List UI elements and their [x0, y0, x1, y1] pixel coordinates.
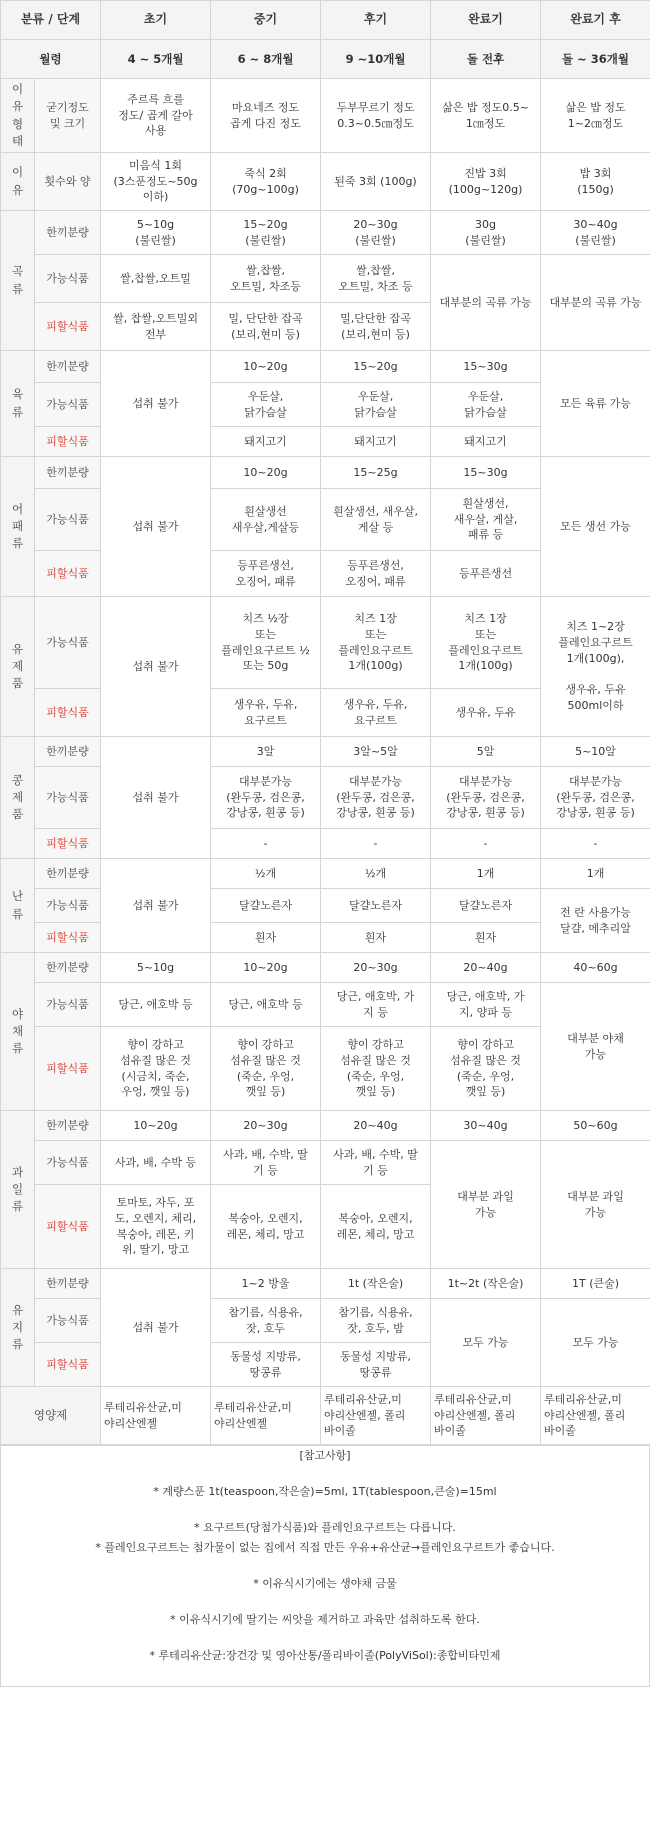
table-cell: 15~20g — [321, 351, 431, 383]
table-cell: 15~20g (불린쌀) — [211, 211, 321, 255]
section-title: 과 일 류 — [1, 1111, 35, 1269]
table-cell: 15~25g — [321, 457, 431, 489]
supplement-row — [1, 1387, 650, 1445]
table-cell: ½개 — [321, 859, 431, 889]
table-cell: 대부분 야채 가능 — [541, 983, 650, 1111]
note-item: * 이유식시기에 딸기는 씨앗을 제거하고 과육만 섭취하도록 한다. — [170, 1612, 480, 1626]
table-cell: 사과, 배, 수박, 딸 기 등 — [211, 1141, 321, 1185]
table-cell: 30g (불린쌀) — [431, 211, 541, 255]
notes-table — [0, 1445, 650, 1687]
notes-box — [1, 1446, 650, 1687]
row-label: 횟수와 양 — [35, 153, 101, 211]
table-row — [1, 79, 650, 153]
row-label: 가능식품 — [35, 1299, 101, 1343]
row-label: 가능식품 — [35, 489, 101, 551]
row-label: 가능식품 — [35, 1141, 101, 1185]
table-cell: 달걀노른자 — [211, 889, 321, 923]
table-cell: 5알 — [431, 737, 541, 767]
table-cell: 돼지고기 — [211, 427, 321, 457]
row-label: 가능식품 — [35, 255, 101, 303]
table-cell: 달걀노른자 — [321, 889, 431, 923]
age-value: 돌 전후 — [431, 40, 541, 79]
supplement-cell: 루테리유산균,미 야리산엔젤 — [101, 1387, 211, 1445]
table-cell: 40~60g — [541, 953, 650, 983]
table-cell: 20~30g — [321, 953, 431, 983]
table-cell: 대부분가능 (완두콩, 검은콩, 강낭콩, 흰콩 등) — [321, 767, 431, 829]
table-cell: 참기름, 식용유, 잣, 호두 — [211, 1299, 321, 1343]
header-stage: 후기 — [321, 1, 431, 40]
note-item: * 이유식시기에는 생야채 금물 — [253, 1576, 397, 1590]
table-cell: 생우유, 두유, 요구르트 — [211, 689, 321, 737]
table-cell: 향이 강하고 섬유질 많은 것 (시금치, 죽순, 우엉, 깻잎 등) — [101, 1027, 211, 1111]
row-label-avoid: 피할식품 — [35, 303, 101, 351]
row-label: 가능식품 — [35, 767, 101, 829]
table-cell: 섭취 불가 — [101, 1269, 211, 1387]
table-cell: 향이 강하고 섬유질 많은 것 (죽순, 우엉, 깻잎 등) — [211, 1027, 321, 1111]
table-cell: 1t~2t (작은술) — [431, 1269, 541, 1299]
table-row — [1, 829, 650, 859]
row-label: 한끼분량 — [35, 859, 101, 889]
table-cell: 섭취 불가 — [101, 859, 211, 953]
section-title: 유 제 품 — [1, 597, 35, 737]
table-cell: 대부분가능 (완두콩, 검은콩, 강낭콩, 흰콩 등) — [211, 767, 321, 829]
table-cell: 된죽 3회 (100g) — [321, 153, 431, 211]
table-cell: 5~10g — [101, 953, 211, 983]
table-cell: 쌀, 찹쌀,오트밀외 전부 — [101, 303, 211, 351]
age-value: 돌 ~ 36개월 — [541, 40, 650, 79]
table-cell: 등푸른생선 — [431, 551, 541, 597]
supplement-cell: 루테리유산균,미 야리산엔젤, 폴리 바이졸 — [321, 1387, 431, 1445]
age-value: 4 ~ 5개월 — [101, 40, 211, 79]
row-label: 가능식품 — [35, 597, 101, 689]
table-cell: 섭취 불가 — [101, 351, 211, 457]
table-cell: 사과, 배, 수박, 딸 기 등 — [321, 1141, 431, 1185]
table-row — [1, 1111, 650, 1141]
table-cell: 10~20g — [101, 1111, 211, 1141]
table-cell: 쌀,찹쌀, 오트밀, 차조등 — [211, 255, 321, 303]
table-cell: 쌀,찹쌀, 오트밀, 차조 등 — [321, 255, 431, 303]
table-cell: 사과, 배, 수박 등 — [101, 1141, 211, 1185]
table-cell: 우둔살, 닭가슴살 — [211, 383, 321, 427]
table-cell: 흰자 — [211, 923, 321, 953]
table-cell: 돼지고기 — [431, 427, 541, 457]
table-row — [1, 1269, 650, 1299]
table-row — [1, 1141, 650, 1185]
table-cell: 주르륵 흐를 정도/ 곱게 갈아 사용 — [101, 79, 211, 153]
row-label-avoid: 피할식품 — [35, 427, 101, 457]
table-cell: 섭취 불가 — [101, 737, 211, 859]
table-cell: 두부무르기 정도 0.3~0.5㎝정도 — [321, 79, 431, 153]
table-cell: 미음식 1회 (3스푼정도~50g 이하) — [101, 153, 211, 211]
table-cell: 치즈 ½장 또는 플레인요구르트 ½ 또는 50g — [211, 597, 321, 689]
table-row — [1, 889, 650, 923]
table-cell: 참기름, 식용유, 잣, 호두, 밤 — [321, 1299, 431, 1343]
row-label: 가능식품 — [35, 383, 101, 427]
table-cell: 1t (작은술) — [321, 1269, 431, 1299]
table-cell: 쌀,찹쌀,오트밀 — [101, 255, 211, 303]
table-cell: 당근, 애호박, 가 지, 양파 등 — [431, 983, 541, 1027]
table-cell: 모든 생선 가능 — [541, 457, 650, 597]
table-cell: 등푸른생선, 오징어, 패류 — [321, 551, 431, 597]
table-cell: 10~20g — [211, 953, 321, 983]
notes-heading: [참고사항] — [299, 1449, 351, 1462]
section-title: 육 류 — [1, 351, 35, 457]
table-cell: 밀,단단한 잡곡 (보리,현미 등) — [321, 303, 431, 351]
note-item: * 루테리유산균:장건강 및 영아산통/폴리바이졸(PolyViSol):종합비타민제 — [149, 1648, 501, 1662]
header-row — [1, 1, 650, 40]
table-cell: 당근, 애호박 등 — [101, 983, 211, 1027]
table-cell: - — [211, 829, 321, 859]
table-cell: 마요네즈 정도 곱게 다진 정도 — [211, 79, 321, 153]
row-label-avoid: 피할식품 — [35, 829, 101, 859]
table-cell: 10~20g — [211, 457, 321, 489]
table-cell: 복숭아, 오렌지, 레몬, 체리, 망고 — [321, 1185, 431, 1269]
table-cell: 동물성 지방류, 땅콩류 — [211, 1343, 321, 1387]
table-cell: 10~20g — [211, 351, 321, 383]
table-row — [1, 859, 650, 889]
table-cell: 동물성 지방류, 땅콩류 — [321, 1343, 431, 1387]
table-cell: - — [321, 829, 431, 859]
table-cell: 섭취 불가 — [101, 457, 211, 597]
table-row — [1, 457, 650, 489]
header-stage: 완료기 — [431, 1, 541, 40]
table-cell: - — [541, 829, 650, 859]
supplement-cell: 루테리유산균,미 야리산엔젤, 폴리 바이졸 — [541, 1387, 650, 1445]
section-title: 이 유 형 태 — [1, 79, 35, 153]
table-cell: 복숭아, 오렌지, 레몬, 체리, 망고 — [211, 1185, 321, 1269]
table-row — [1, 983, 650, 1027]
row-label: 한끼분량 — [35, 1269, 101, 1299]
section-title: 어 패 류 — [1, 457, 35, 597]
table-cell: ½개 — [211, 859, 321, 889]
table-cell: 우둔살, 닭가슴살 — [431, 383, 541, 427]
section-title: 야 채 류 — [1, 953, 35, 1111]
row-label: 한끼분량 — [35, 457, 101, 489]
supplement-label: 영양제 — [1, 1387, 101, 1445]
age-value: 6 ~ 8개월 — [211, 40, 321, 79]
table-cell: 대부분 과일 가능 — [431, 1141, 541, 1269]
table-row — [1, 1299, 650, 1343]
row-label: 한끼분량 — [35, 953, 101, 983]
table-row — [1, 767, 650, 829]
section-title: 곡 류 — [1, 211, 35, 351]
table-cell: 등푸른생선, 오징어, 패류 — [211, 551, 321, 597]
table-cell: 삶은 밥 정도0.5~ 1㎝정도 — [431, 79, 541, 153]
table-cell: 전 란 사용가능 달걀, 메추리알 — [541, 889, 650, 953]
table-cell: 1T (큰술) — [541, 1269, 650, 1299]
section-title: 유 지 류 — [1, 1269, 35, 1387]
table-cell: 돼지고기 — [321, 427, 431, 457]
table-cell: 향이 강하고 섬유질 많은 것 (죽순, 우엉, 깻잎 등) — [321, 1027, 431, 1111]
header-category: 분류 / 단계 — [1, 1, 101, 40]
header-stage: 중기 — [211, 1, 321, 40]
table-cell: 모두 가능 — [541, 1299, 650, 1387]
table-cell: 대부분가능 (완두콩, 검은콩, 강낭콩, 흰콩 등) — [431, 767, 541, 829]
header-stage: 완료기 후 — [541, 1, 650, 40]
table-cell: 대부분의 곡류 가능 — [431, 255, 541, 351]
table-cell: 대부분 과일 가능 — [541, 1141, 650, 1269]
table-cell: 당근, 애호박, 가 지 등 — [321, 983, 431, 1027]
table-cell: 치즈 1~2장 플레인요구르트 1개(100g), 생우유, 두유 500ml이하 — [541, 597, 650, 737]
row-label-avoid: 피할식품 — [35, 1343, 101, 1387]
table-cell: 15~30g — [431, 457, 541, 489]
table-row — [1, 953, 650, 983]
table-cell: 밥 3회 (150g) — [541, 153, 650, 211]
table-cell: 대부분가능 (완두콩, 검은콩, 강낭콩, 흰콩 등) — [541, 767, 650, 829]
table-cell: 흰살생선 새우살,게살등 — [211, 489, 321, 551]
table-cell: 대부분의 곡류 가능 — [541, 255, 650, 351]
table-cell: 치즈 1장 또는 플레인요구르트 1개(100g) — [321, 597, 431, 689]
table-row — [1, 255, 650, 303]
header-stage: 초기 — [101, 1, 211, 40]
table-cell: 치즈 1장 또는 플레인요구르트 1개(100g) — [431, 597, 541, 689]
row-label-avoid: 피할식품 — [35, 551, 101, 597]
table-cell: 모두 가능 — [431, 1299, 541, 1387]
table-cell: 20~30g (불린쌀) — [321, 211, 431, 255]
table-row — [1, 597, 650, 689]
table-cell: 밀, 단단한 잡곡 (보리,현미 등) — [211, 303, 321, 351]
table-cell: 섭취 불가 — [101, 597, 211, 737]
row-label-avoid: 피할식품 — [35, 1185, 101, 1269]
table-cell: 1~2 방울 — [211, 1269, 321, 1299]
table-cell: 삶은 밥 정도 1~2㎝정도 — [541, 79, 650, 153]
table-cell: 20~30g — [211, 1111, 321, 1141]
table-cell: 흰살생선, 새우살, 게살, 패류 등 — [431, 489, 541, 551]
table-cell: 우둔살, 닭가슴살 — [321, 383, 431, 427]
table-cell: 생우유, 두유 — [431, 689, 541, 737]
table-cell: 3알 — [211, 737, 321, 767]
table-cell: 토마토, 자두, 포 도, 오렌지, 체리, 복숭아, 레몬, 키 위, 딸기, 망고 — [101, 1185, 211, 1269]
supplement-cell: 루테리유산균,미 야리산엔젤, 폴리 바이졸 — [431, 1387, 541, 1445]
table-cell: 생우유, 두유, 요구르트 — [321, 689, 431, 737]
row-label-avoid: 피할식품 — [35, 689, 101, 737]
table-row — [1, 737, 650, 767]
table-cell: 향이 강하고 섬유질 많은 것 (죽순, 우엉, 깻잎 등) — [431, 1027, 541, 1111]
supplement-cell: 루테리유산균,미 야리산엔젤 — [211, 1387, 321, 1445]
table-row — [1, 211, 650, 255]
table-row — [1, 153, 650, 211]
age-label: 월령 — [1, 40, 101, 79]
table-cell: 5~10알 — [541, 737, 650, 767]
table-cell: 흰자 — [321, 923, 431, 953]
row-label: 한끼분량 — [35, 351, 101, 383]
note-item: * 플레인요구르트는 첨가물이 없는 집에서 직접 만든 우유+유산균→플레인요구르트가 좋습니다. — [95, 1540, 555, 1554]
table-cell: 진밥 3회 (100g~120g) — [431, 153, 541, 211]
table-cell: 15~30g — [431, 351, 541, 383]
table-cell: - — [431, 829, 541, 859]
table-cell: 1개 — [431, 859, 541, 889]
row-label: 가능식품 — [35, 983, 101, 1027]
table-cell: 흰살생선, 새우살, 게살 등 — [321, 489, 431, 551]
table-cell: 3알~5알 — [321, 737, 431, 767]
row-label: 한끼분량 — [35, 1111, 101, 1141]
row-label: 한끼분량 — [35, 211, 101, 255]
table-cell: 20~40g — [321, 1111, 431, 1141]
table-cell: 죽식 2회 (70g~100g) — [211, 153, 321, 211]
section-title: 난 류 — [1, 859, 35, 953]
table-cell: 5~10g (불린쌀) — [101, 211, 211, 255]
note-item: * 요구르트(당첨가식품)와 플레인요구르트는 다릅니다. — [194, 1520, 456, 1534]
row-label-avoid: 피할식품 — [35, 1027, 101, 1111]
row-label: 가능식품 — [35, 889, 101, 923]
table-cell: 모든 육류 가능 — [541, 351, 650, 457]
row-label-avoid: 피할식품 — [35, 923, 101, 953]
table-cell: 흰자 — [431, 923, 541, 953]
table-cell: 30~40g (불린쌀) — [541, 211, 650, 255]
table-row — [1, 351, 650, 383]
table-cell: 1개 — [541, 859, 650, 889]
age-row — [1, 40, 650, 79]
table-cell: 20~40g — [431, 953, 541, 983]
row-label: 굳기정도 및 크기 — [35, 79, 101, 153]
row-label: 한끼분량 — [35, 737, 101, 767]
age-value: 9 ~10개월 — [321, 40, 431, 79]
table-cell: 30~40g — [431, 1111, 541, 1141]
table-cell: 당근, 애호박 등 — [211, 983, 321, 1027]
note-item: * 계량스푼 1t(teaspoon,작은술)=5ml, 1T(tablespoon,큰술)=15ml — [153, 1484, 497, 1498]
table-cell: 달걀노른자 — [431, 889, 541, 923]
section-title: 이 유 — [1, 153, 35, 211]
table-cell: 50~60g — [541, 1111, 650, 1141]
section-title: 콩 제 품 — [1, 737, 35, 859]
